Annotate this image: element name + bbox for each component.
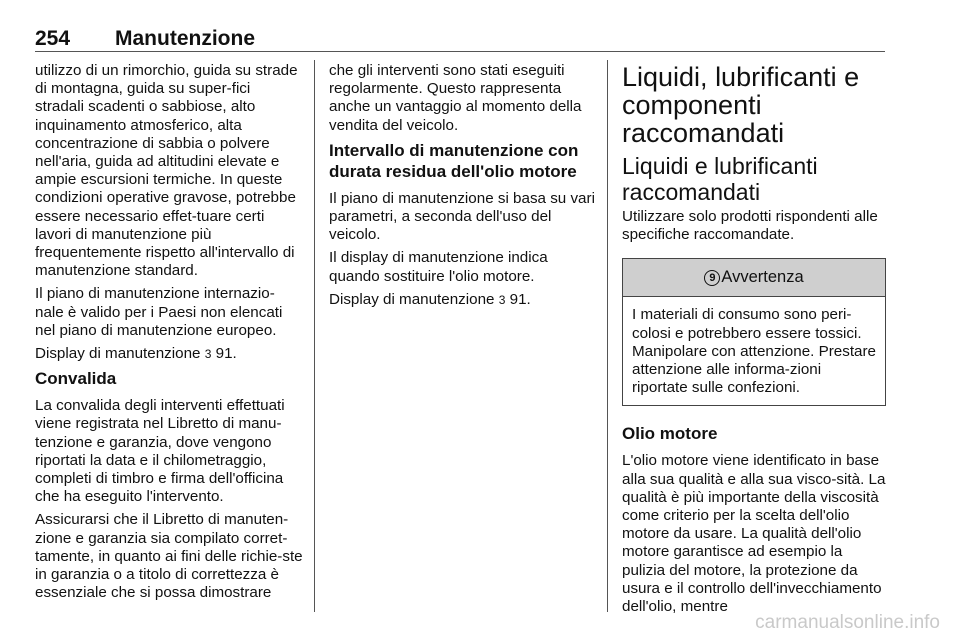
warning-box [622,258,886,406]
section-title: Manutenzione [115,27,255,50]
column-divider-1 [314,60,315,612]
cross-reference [35,345,303,363]
paragraph-conditions: utilizzo di un rimorchio, guida su strade di montagna, guida su super-fici stradali scadenti o sabbiose, alto inquinamento atmosferico, alta concentrazione di sabbia o polvere nell'aria, guida ad altitudini elevate e ampie escursioni termiche. In queste condizioni operative gravose, potrebbe essere necessario effet-tuare certi lavori di manutenzione più frequentemente rispetto all'intervallo di manutenzione standard. [35,62,298,280]
warning-header [623,259,885,297]
heading-convalida: Convalida [35,369,117,389]
column-divider-2 [607,60,608,612]
heading-olio-motore: Olio motore [622,424,718,444]
column-3 [622,63,886,621]
paragraph-engine-oil: L'olio motore viene identificato in base alla sua qualità e alla sua visco-sità. La qualità è più importante della viscosità come criterio per la scelta dell'olio motore da usare. La qualità dell'olio motore garantisce ad esempio la pulizia del motore, la protezione da usura e il controllo dell'invecchiamento dell'olio, mentre [622,452,886,616]
page-header [35,26,885,52]
page-number: 254 [35,27,71,50]
arrow-right-icon: 3 [498,292,506,307]
subheading-liquids: Liquidi e lubrificanti raccomandati [622,153,818,205]
paragraph-convalida: La convalida degli interventi effettuati viene registrata nel Libretto di manu-tenzione e garanzia, dove vengono riportati la data e il chilometraggio, completi di timbro e firma dell'officina che ha eseguito l'intervento. [35,397,285,506]
column-1 [35,62,303,607]
column-2 [329,62,595,314]
header-rule [35,51,885,52]
page-reference-link[interactable]: 91. [509,290,531,308]
warning-title: Avvertenza [721,268,804,287]
warning-icon: 9 [704,270,720,286]
paragraph-international-plan: Il piano di manutenzione internazio-nale è valido per i Paesi non elencati nel piano di manutenzione europeo. [35,285,283,339]
paragraph-continuation: che gli interventi sono stati eseguiti regolarmente. Questo rappresenta anche un vantaggio al momento della vendita del veicolo. [329,62,582,134]
chapter-heading: Liquidi, lubrificanti e componenti raccomandati [622,62,860,148]
warning-body: I materiali di consumo sono peri-colosi e potrebbero essere tossici. Manipolare con attenzione. Prestare attenzione alle informa-zioni riportate sulle confezioni. [632,306,876,397]
paragraph-specifications: Utilizzare solo prodotti rispondenti alle specifiche raccomandate. [622,208,878,244]
cross-reference-text: Display di manutenzione [35,345,201,363]
heading-intervallo: Intervallo di manutenzione con durata residua dell'olio motore [329,140,579,181]
cross-reference [329,291,595,309]
paragraph-parameters: Il piano di manutenzione si basa su vari parametri, a seconda dell'uso del veicolo. [329,189,595,244]
paragraph-libretto: Assicurarsi che il Libretto di manuten-zione e garanzia sia compilato corret-tamente, in quanto ai fini delle richie-ste in garanzia o a titolo di correttezza è essenziale che si possa dimostrare [35,511,303,602]
watermark: carmanualsonline.info [755,612,940,633]
arrow-right-icon: 3 [204,347,212,362]
paragraph-display: Il display di manutenzione indica quando sostituire l'olio motore. [329,249,548,285]
cross-reference-text: Display di manutenzione [329,290,495,308]
page-reference-link[interactable]: 91. [215,345,237,363]
